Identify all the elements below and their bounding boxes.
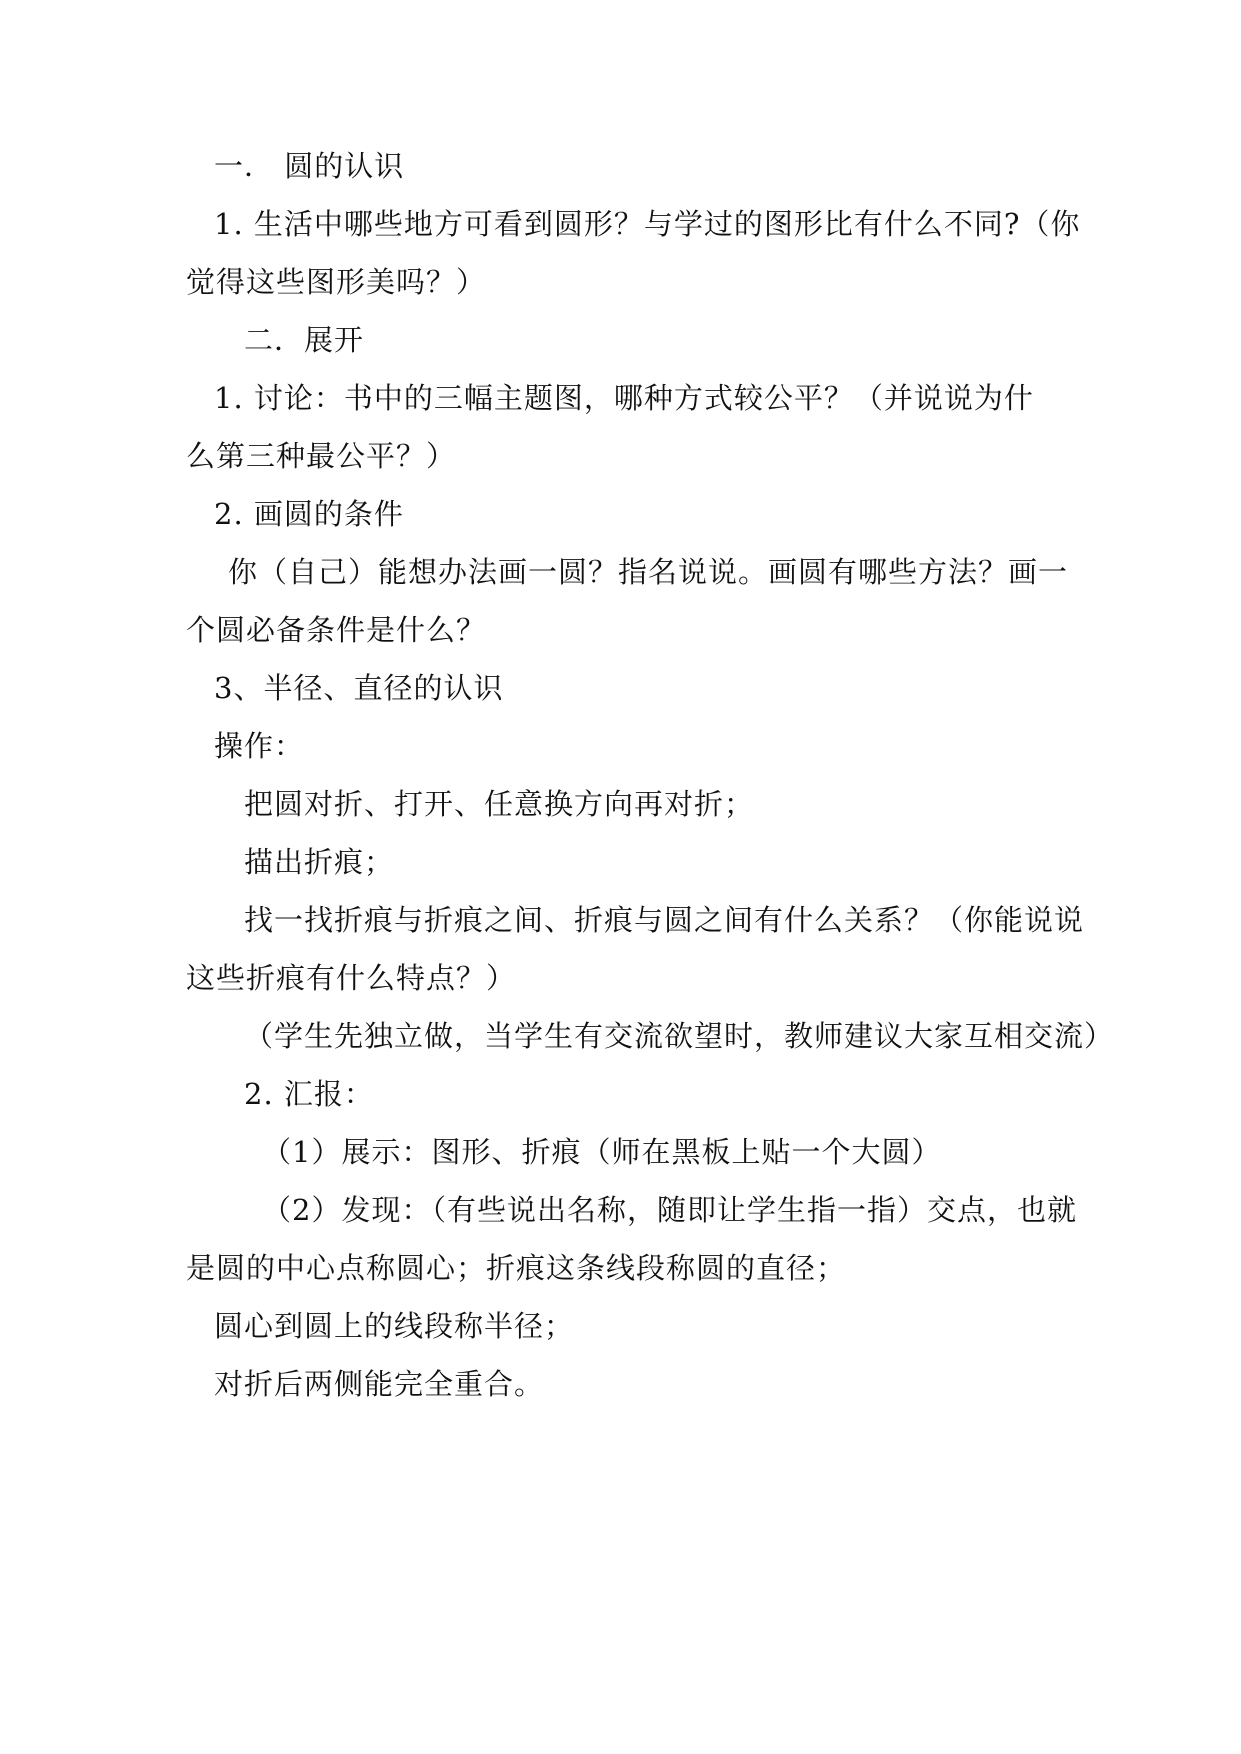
- paragraph-line: 么第三种最公平？）: [186, 439, 457, 473]
- operation-step: 把圆对折、打开、任意换方向再对折；: [244, 787, 755, 821]
- operation-step: 描出折痕；: [244, 845, 395, 879]
- list-item-3: 3、半径、直径的认识: [214, 671, 504, 705]
- symmetry-note: 对折后两侧能完全重合。: [214, 1367, 545, 1401]
- paragraph-line: 是圆的中心点称圆心；折痕这条线段称圆的直径；: [186, 1251, 847, 1285]
- report-heading: 2. 汇报：: [244, 1077, 374, 1111]
- paragraph-line: 个圆必备条件是什么？: [186, 613, 487, 647]
- paragraph-line: 这些折痕有什么特点？）: [186, 961, 517, 995]
- report-item-1: （1）展示：图形、折痕（师在黑板上贴一个大圆）: [262, 1135, 942, 1169]
- report-item-2: （2）发现：（有些说出名称，随即让学生指一指）交点，也就: [262, 1193, 1077, 1227]
- paragraph-line: 你（自己）能想办法画一圆？指名说说。画圆有哪些方法？画一: [228, 555, 1069, 589]
- radius-definition: 圆心到圆上的线段称半径；: [214, 1309, 575, 1343]
- paragraph-line: 觉得这些图形美吗？）: [186, 265, 487, 299]
- paragraph-line: 1. 生活中哪些地方可看到圆形？与学过的图形比有什么不同?（你: [214, 207, 1081, 241]
- list-item-2: 2. 画圆的条件: [214, 497, 404, 531]
- heading-expand: 二．展开: [244, 323, 365, 357]
- teaching-note: （学生先独立做，当学生有交流欲望时，教师建议大家互相交流）: [244, 1019, 1115, 1053]
- operation-label: 操作：: [214, 729, 305, 763]
- heading-circle-recognition: 一． 圆的认识: [214, 149, 405, 183]
- list-item-1: 1. 讨论：书中的三幅主题图，哪种方式较公平？（并说说为什: [214, 381, 1034, 415]
- operation-step: 找一找折痕与折痕之间、折痕与圆之间有什么关系？（你能说说: [244, 903, 1085, 937]
